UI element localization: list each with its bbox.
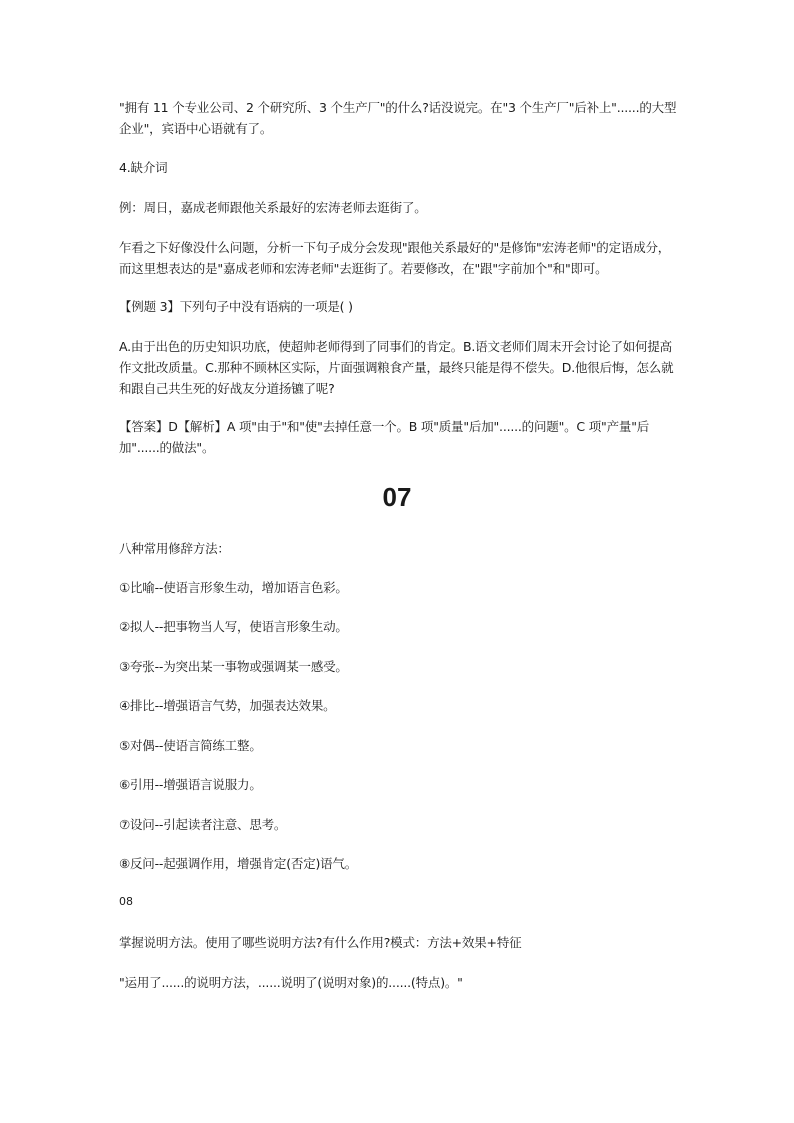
rhetoric-item-6: ⑥引用--增强语言说服力。 (119, 777, 262, 792)
example-sentence: 例：周日，嘉成老师跟他关系最好的宏涛老师去逛街了。 (119, 200, 427, 215)
rhetoric-item-1: ①比喻--使语言形象生动，增加语言色彩。 (119, 580, 348, 595)
rhetoric-item-8: ⑧反问--起强调作用，增强肯定(否定)语气。 (119, 856, 358, 871)
rhetoric-item-2: ②拟人--把事物当人写，使语言形象生动。 (119, 619, 348, 634)
rhetoric-item-5: ⑤对偶--使语言简练工整。 (119, 738, 262, 753)
section-number-08: 08 (119, 895, 133, 908)
question-options: A.由于出色的历史知识功底，使超帅老师得到了同事们的肯定。B.语文老师们周末开会讨论了如何提高作文批改质量。C.那种不顾林区实际，片面强调粮食产量，最终只能是得不偿失。D.他很后悔，怎么就和跟自己共生死的好战友分道扬镳了呢? (119, 339, 674, 396)
explanation-method-line: 掌握说明方法。使用了哪些说明方法?有什么作用?模式：方法+效果+特征 (119, 935, 522, 950)
explanation-template-line: "运用了......的说明方法，......说明了(说明对象)的......(特点)。" (119, 975, 463, 990)
heading-missing-preposition: 4.缺介词 (119, 160, 168, 175)
paragraph-analysis: 乍看之下好像没什么问题，分析一下句子成分会发现"跟他关系最好的"是修饰"宏涛老师"的定语成分，而这里想表达的是"嘉成老师和宏涛老师"去逛街了。若要修改，在"跟"字前加个"和"即可。 (119, 240, 671, 276)
section-number-07: 07 (382, 482, 412, 512)
paragraph-object-missing: "拥有 11 个专业公司、2 个研究所、3 个生产厂"的什么?话没说完。在"3 个生产厂"后补上"......的大型企业"，宾语中心语就有了。 (119, 100, 677, 136)
rhetoric-intro: 八种常用修辞方法： (119, 541, 230, 556)
answer-explanation: 【答案】D【解析】A 项"由于"和"使"去掉任意一个。B 项"质量"后加"......的问题"。C 项"产量"后加"......的做法"。 (119, 419, 650, 455)
rhetoric-item-3: ③夸张--为突出某一事物或强调某一感受。 (119, 659, 348, 674)
rhetoric-item-7: ⑦设问--引起读者注意、思考。 (119, 817, 287, 832)
rhetoric-item-4: ④排比--增强语言气势，加强表达效果。 (119, 698, 336, 713)
example-question-3: 【例题 3】下列句子中没有语病的一项是( ) (119, 299, 353, 314)
